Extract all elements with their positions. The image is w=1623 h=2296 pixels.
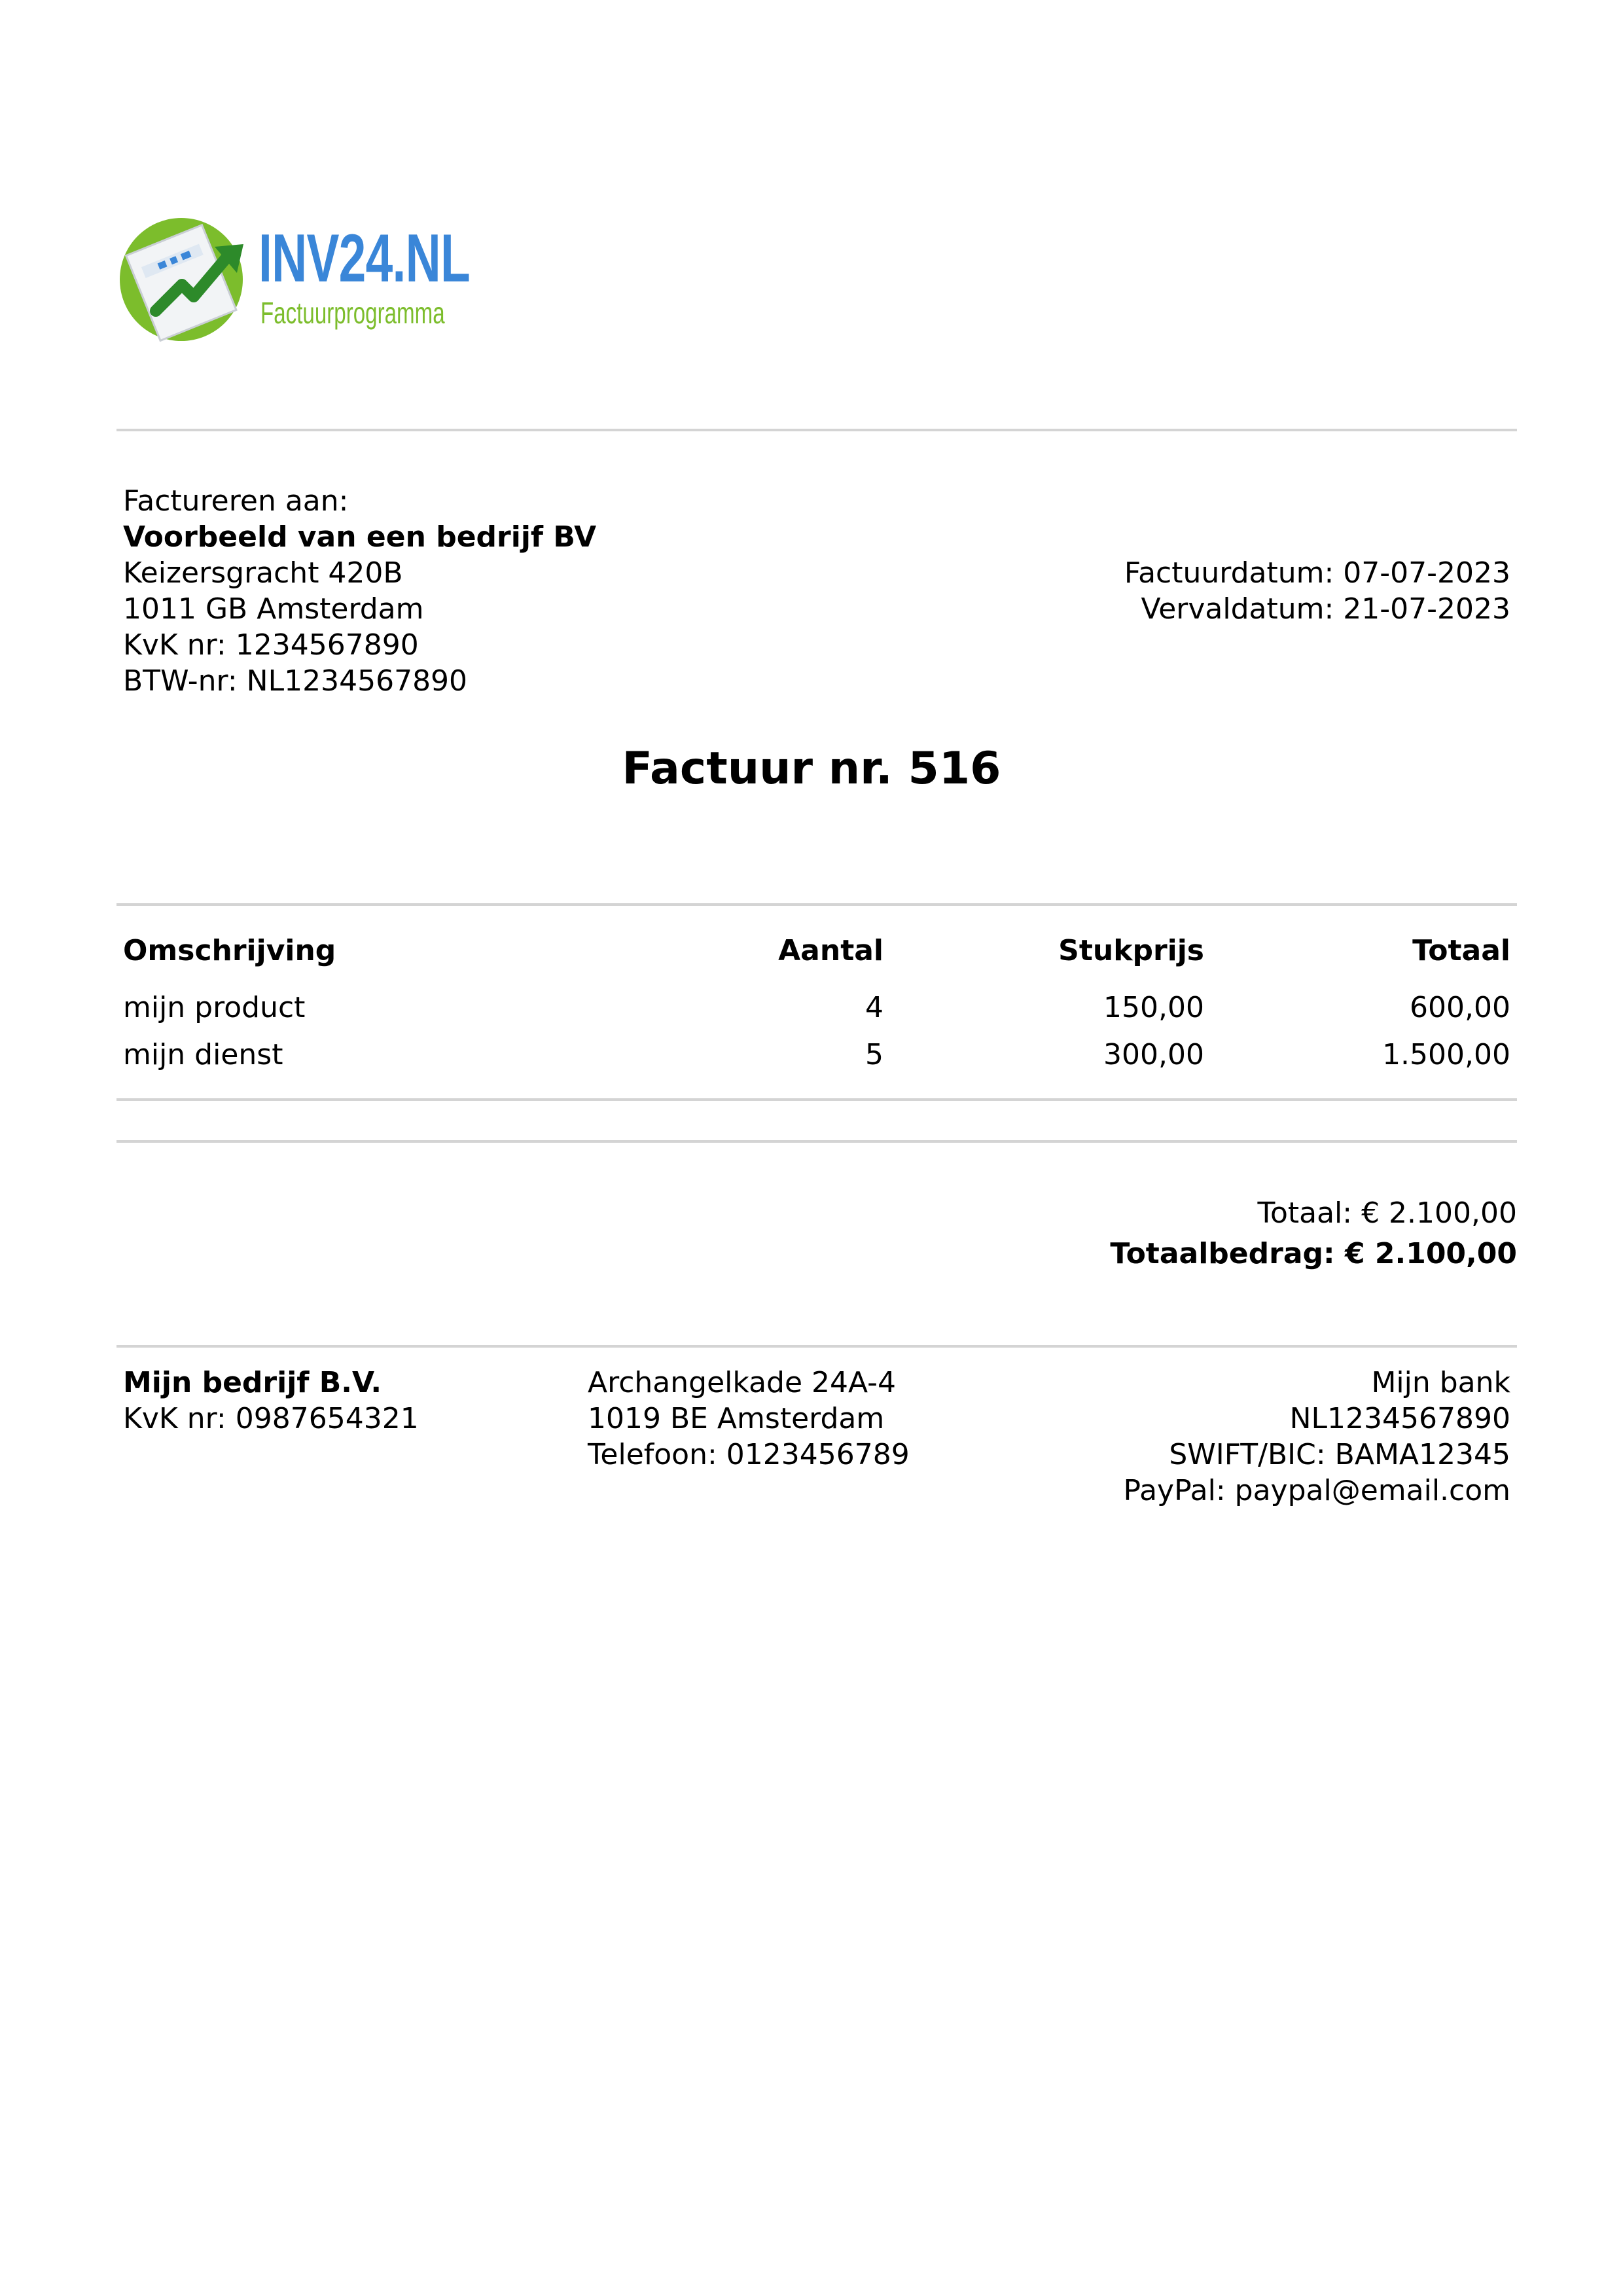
row-description: mijn dienst — [123, 1038, 283, 1071]
due-date: Vervaldatum: 21-07-2023 — [1141, 592, 1510, 626]
header-quantity: Aantal — [778, 934, 883, 967]
table-top-divider — [116, 903, 1517, 906]
logo-tagline: Factuurprogramma — [260, 296, 445, 330]
footer-bank-name: Mijn bank — [1371, 1366, 1510, 1399]
bill-to-btw: BTW-nr: NL1234567890 — [123, 664, 468, 698]
row-total: 1.500,00 — [1382, 1038, 1510, 1071]
row-quantity: 4 — [865, 991, 883, 1024]
bill-to-city: 1011 GB Amsterdam — [123, 592, 424, 626]
totals-divider — [116, 1140, 1517, 1143]
bill-to-company: Voorbeeld van een bedrijf BV — [123, 520, 597, 554]
bill-to-kvk: KvK nr: 1234567890 — [123, 628, 419, 662]
footer-street: Archangelkade 24A-4 — [588, 1366, 897, 1399]
footer-phone: Telefoon: 0123456789 — [588, 1438, 910, 1471]
bill-to-heading: Factureren aan: — [123, 484, 349, 518]
totals-block — [1110, 1193, 1517, 1274]
row-total: 600,00 — [1410, 991, 1510, 1024]
table-bottom-divider — [116, 1098, 1517, 1101]
company-logo — [118, 213, 471, 344]
row-unit-price: 150,00 — [1103, 991, 1204, 1024]
bill-to-block — [123, 483, 596, 699]
footer-paypal: PayPal: paypal@email.com — [1123, 1474, 1510, 1507]
footer-city: 1019 BE Amsterdam — [588, 1402, 885, 1435]
footer-swift: SWIFT/BIC: BAMA12345 — [1169, 1438, 1510, 1471]
grand-total: Totaalbedrag: € 2.100,00 — [1110, 1237, 1517, 1270]
row-quantity: 5 — [865, 1038, 883, 1071]
footer-divider — [116, 1345, 1517, 1348]
footer-address-block — [588, 1365, 910, 1473]
footer-company-block — [123, 1365, 419, 1437]
footer-bank-block — [1124, 1365, 1510, 1509]
bill-to-street: Keizersgracht 420B — [123, 556, 403, 590]
row-description: mijn product — [123, 991, 306, 1024]
footer-iban: NL1234567890 — [1289, 1402, 1510, 1435]
invoice-dates — [1124, 555, 1510, 627]
header-unit-price: Stukprijs — [1058, 934, 1204, 967]
header-total: Totaal — [1412, 934, 1510, 967]
invoice-title: Factuur nr. 516 — [622, 743, 1001, 795]
header-divider — [116, 429, 1517, 431]
subtotal: Totaal: € 2.100,00 — [1257, 1196, 1517, 1230]
logo-wordmark: INV24.NL — [259, 221, 470, 296]
footer-kvk: KvK nr: 0987654321 — [123, 1402, 419, 1435]
logo-chart-icon — [118, 213, 249, 344]
invoice-date: Factuurdatum: 07-07-2023 — [1124, 556, 1510, 590]
footer-company-name: Mijn bedrijf B.V. — [123, 1366, 382, 1399]
row-unit-price: 300,00 — [1103, 1038, 1204, 1071]
header-description: Omschrijving — [123, 934, 336, 967]
